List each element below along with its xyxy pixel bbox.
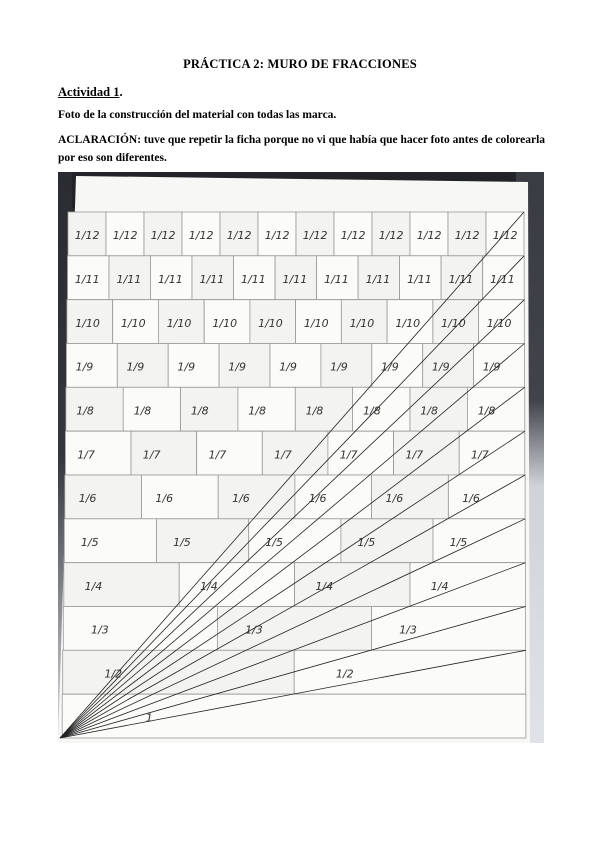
fraction-piece-label: 1/11 [490,273,515,286]
fraction-piece-label: 1/12 [188,229,214,243]
fraction-piece-label: 1/9 [482,360,501,374]
fraction-piece [63,650,295,694]
fraction-piece [142,475,219,519]
fraction-piece-label: 1/10 [212,316,238,330]
fraction-piece-label: 1/6 [78,492,97,506]
fraction-piece-label: 1/6 [308,492,327,506]
fraction-wall-photo [58,172,544,743]
fraction-piece-label: 1/7 [208,448,227,462]
fraction-piece-label: 1/10 [166,316,192,330]
fraction-piece-label: 1/6 [155,492,174,506]
fraction-piece-label: 1/8 [76,404,94,418]
fraction-piece-label: 1/3 [245,623,263,637]
fraction-piece [341,519,433,563]
fraction-piece-label: 1/12 [302,229,328,243]
fraction-piece-label: 1/6 [462,492,480,506]
fraction-piece-label: 1/12 [378,229,404,243]
fraction-piece-label: 1/8 [133,404,152,418]
fraction-piece-label: 1/11 [407,273,432,286]
fraction-piece-label: 1/9 [75,360,94,374]
fraction-piece-label: 1/3 [399,623,417,637]
activity-label: Actividad 1 [58,85,120,99]
activity-suffix: . [119,85,123,99]
fraction-piece [65,475,142,519]
fraction-piece-label: 1/12 [416,229,442,243]
fraction-piece-label: 1/10 [120,316,146,330]
fraction-piece [218,475,295,519]
fraction-piece-label: 1/5 [265,536,284,549]
fraction-piece-label: 1/2 [104,667,123,681]
fraction-piece-label: 1/10 [258,316,283,330]
fraction-piece-label: 1/5 [80,536,99,549]
fraction-piece [238,387,295,431]
fraction-piece-label: 1/7 [405,448,424,462]
fraction-piece-label: 1/7 [142,448,161,462]
fraction-piece-label: 1/9 [126,360,145,374]
fraction-piece-label: 1/5 [449,536,468,549]
fraction-piece-label: 1/8 [190,404,209,418]
fraction-piece [65,431,131,475]
fraction-piece-label: 1/9 [177,360,196,374]
fraction-piece-label: 1/11 [158,273,183,286]
fraction-piece [179,563,294,607]
fraction-piece-label: 1/11 [199,273,225,286]
fraction-piece [197,431,263,475]
fraction-piece-label: 1/12 [150,229,176,243]
activity-heading [58,85,123,100]
fraction-piece [410,387,467,431]
fraction-piece-label: 1/10 [395,316,421,330]
fraction-piece [123,387,180,431]
fraction-piece [64,519,156,563]
fraction-piece-label: 1/7 [339,448,358,462]
fraction-piece-label: 1/11 [448,273,474,286]
fraction-piece-label: 1/8 [248,404,267,418]
fraction-piece-label: 1/10 [75,316,100,330]
fraction-piece-label: 1/8 [420,404,439,418]
fraction-piece-label: 1 [145,711,153,725]
fraction-piece-label: 1/4 [430,579,449,593]
clarification-text: ACLARACIÓN: tuve que repetir la ficha porque no vi que había que hacer foto antes de colorearla por eso son diferentes. [58,134,546,164]
fraction-piece [249,519,341,563]
fraction-piece-label: 1/12 [226,229,252,243]
fraction-piece-label: 1/5 [173,536,191,549]
fraction-piece [394,431,460,475]
fraction-piece [66,387,123,431]
fraction-piece-label: 1/4 [84,579,103,593]
fraction-piece [62,694,526,738]
page-title: PRÁCTICA 2: MURO DE FRACCIONES [183,57,417,71]
fraction-piece-label: 1/8 [477,404,496,418]
fraction-piece-label: 1/2 [335,667,354,681]
fraction-piece-label: 1/10 [303,316,329,330]
fraction-piece-label: 1/6 [385,492,404,506]
fraction-piece-label: 1/7 [77,448,95,462]
fraction-piece-label: 1/9 [330,360,348,374]
fraction-piece-label: 1/11 [282,273,308,286]
fraction-piece-label: 1/9 [381,360,399,374]
fraction-piece-label: 1/4 [200,579,218,593]
fraction-piece-label: 1/11 [365,273,391,286]
fraction-piece-label: 1/12 [454,229,480,243]
fraction-piece-label: 1/12 [112,229,138,243]
fraction-piece [181,387,238,431]
fraction-piece-label: 1/7 [471,448,489,462]
fraction-piece [131,431,197,475]
fraction-piece-label: 1/12 [264,229,290,243]
fraction-piece-label: 1/11 [241,273,266,286]
fraction-piece-label: 1/4 [315,579,334,593]
fraction-piece [353,387,410,431]
wall-rows [62,212,526,738]
fraction-piece [217,607,371,651]
fraction-piece-label: 1/10 [349,316,375,330]
fraction-piece [372,475,449,519]
fraction-piece [328,431,394,475]
fraction-piece-label: 1/3 [91,623,109,637]
fraction-piece [64,563,179,607]
fraction-piece [295,387,352,431]
fraction-piece-label: 1/9 [279,360,297,374]
fraction-piece-label: 1/10 [441,316,466,330]
fraction-piece-label: 1/11 [74,273,100,286]
fraction-piece-label: 1/7 [274,448,292,462]
fraction-wall [58,172,544,743]
fraction-piece-label: 1/8 [305,404,324,418]
fraction-piece-label: 1/11 [116,273,142,286]
photo-caption: Foto de la construcción del material con todas las marca. [58,109,337,121]
fraction-piece-label: 1/10 [486,316,512,330]
fraction-piece [63,607,217,651]
fraction-piece-label: 1/5 [357,536,376,549]
fraction-piece-label: 1/9 [228,360,247,374]
fraction-piece-label: 1/12 [74,229,100,243]
fraction-piece-label: 1/6 [232,492,250,506]
fraction-piece [262,431,328,475]
fraction-piece-label: 1/9 [431,360,450,374]
fraction-piece-label: 1/11 [324,273,349,286]
fraction-piece-label: 1/8 [363,404,381,418]
fraction-piece-label: 1/12 [492,229,518,243]
fraction-piece-label: 1/12 [340,229,366,243]
